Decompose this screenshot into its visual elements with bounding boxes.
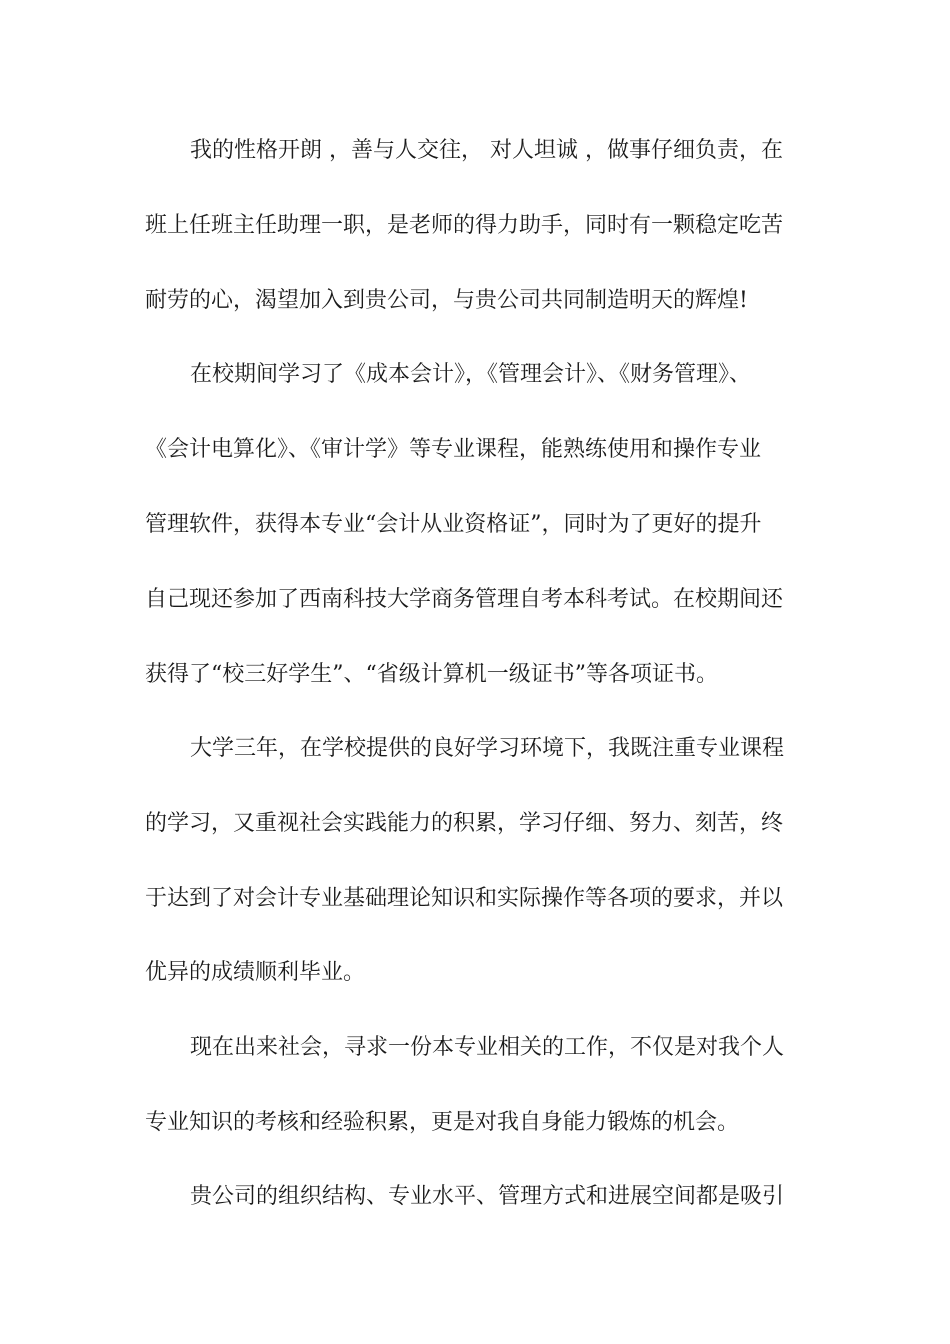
text-line: 现在出来社会，寻求一份本专业相关的工作，不仅是对我个人 — [190, 1035, 785, 1060]
text-line: 大学三年，在学校提供的良好学习环境下，我既注重专业课程 — [190, 736, 785, 761]
text-line: 自己现还参加了西南科技大学商务管理自考本科考试。在校期间还 — [145, 587, 784, 612]
text-line: 获得了“校三好学生”、“省级计算机一级证书”等各项证书。 — [145, 662, 718, 687]
text-line: 管理软件，获得本专业“会计从业资格证”，同时为了更好的提升 — [145, 512, 762, 537]
text-line: 班上任班主任助理一职，是老师的得力助手，同时有一颗稳定吃苦 — [145, 213, 784, 238]
text-line: 耐劳的心，渴望加入到贵公司，与贵公司共同制造明天的辉煌! — [145, 288, 748, 313]
text-line: 《会计电算化》、《审计学》等专业课程，能熟练使用和操作专业 — [145, 437, 762, 462]
text-line: 在校期间学习了《成本会计》，《管理会计》、《财务管理》、 — [190, 362, 752, 387]
text-line: 我的性格开朗 ，善与人交往， 对人坦诚 ，做事仔细负责，在 — [190, 138, 783, 163]
text-line: 的学习，又重视社会实践能力的积累，学习仔细、努力、刻苦，终 — [145, 811, 784, 836]
text-line: 于达到了对会计专业基础理论知识和实际操作等各项的要求，并以 — [145, 886, 784, 911]
text-line: 专业知识的考核和经验积累，更是对我自身能力锻炼的机会。 — [145, 1110, 740, 1135]
text-line: 贵公司的组织结构、专业水平、管理方式和进展空间都是吸引 — [190, 1184, 785, 1209]
text-line: 优异的成绩顺利毕业。 — [145, 960, 366, 985]
